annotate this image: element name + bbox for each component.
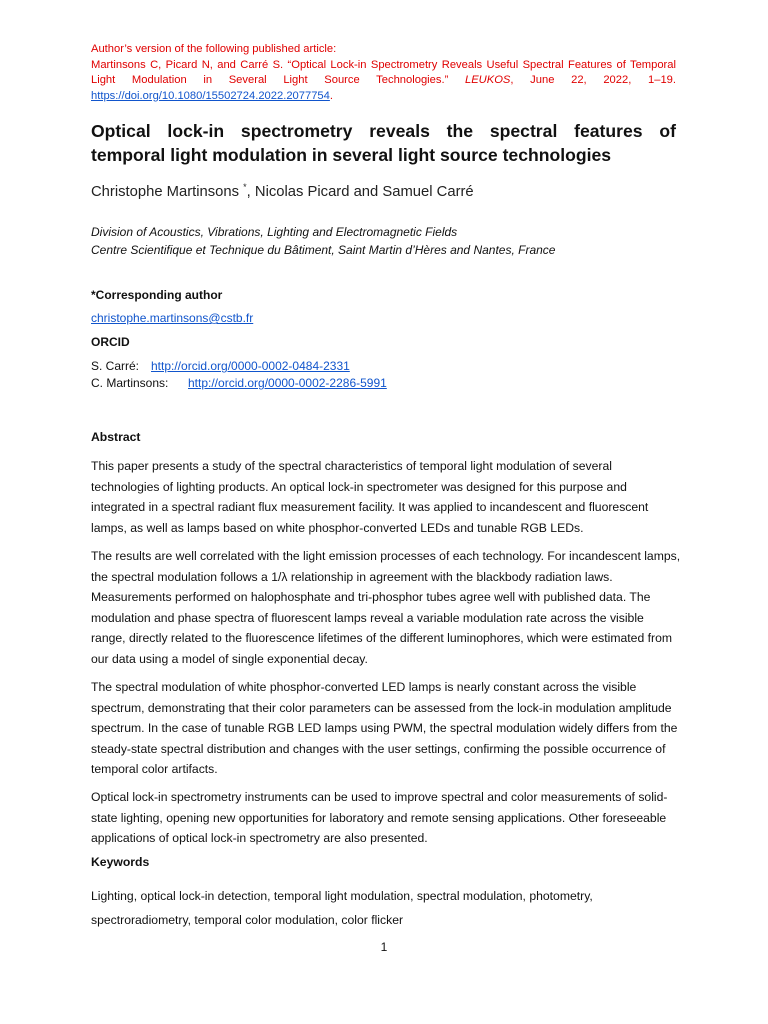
note-doi-line: https://doi.org/10.1080/15502724.2022.2077754. [91, 89, 333, 102]
author-list: Christophe Martinsons *, Nicolas Picard and Samuel Carré [91, 182, 474, 200]
orcid-list [91, 358, 387, 392]
keywords-text: Lighting, optical lock-in detection, temporal light modulation, spectral modulation, photometry, spectroradiometry, temporal color modulation, color flicker [91, 889, 593, 927]
corresponding-marker: * [243, 182, 247, 192]
published-article-note [91, 42, 676, 104]
note-citation-line-2: Light Modulation in Several Light Source Technologies.” LEUKOS, June 22, 2022, 1–19. [91, 74, 676, 86]
email-link[interactable]: christophe.martinsons@cstb.fr [91, 311, 254, 325]
page-number: 1 [380, 940, 388, 954]
abstract-paragraph: Optical lock-in spectrometry instruments can be used to improve spectral and color measurements of solid-state lighting, opening new opportunities for laboratory and remote sensing applications. Other foreseeable applications of optical lock-in spectrometry are also presented. [91, 790, 668, 846]
orcid-entry: C. Martinsons: http://orcid.org/0000-0002-2286-5991 [91, 376, 387, 390]
orcid-link[interactable]: http://orcid.org/0000-0002-2286-5991 [188, 376, 387, 390]
orcid-heading: ORCID [91, 335, 130, 349]
corresponding-heading: *Corresponding author [91, 288, 223, 302]
note-citation-line: Martinsons C, Picard N, and Carré S. “Optical Lock-in Spectrometry Reveals Useful Spectral Features of Temporal [91, 58, 676, 71]
abstract-heading: Abstract [91, 430, 141, 444]
abstract-paragraph: This paper presents a study of the spectral characteristics of temporal light modulation of several technologies of lighting products. An optical lock-in spectrometer was designed for this purpose and integrated in a spectral radiant flux measurement facility. It was applied to incandescent and fluorescent lamps, as well as lamps based on white phosphor-converted LEDs and tunable RGB LEDs. [91, 459, 649, 535]
email-row [91, 310, 253, 327]
abstract-paragraph: The spectral modulation of white phosphor-converted LED lamps is nearly constant across the visible spectrum, demonstrating that their color parameters can be assessed from the lock-in modulation amplitude spectrum. In the case of tunable RGB LED lamps using PWM, the spectral modulation widely differs from the steady-state spectral distribution and changes with the user settings, confirming the possible occurrence of temporal color artifacts. [91, 680, 678, 777]
journal-name: LEUKOS [465, 74, 511, 86]
affiliation: Division of Acoustics, Vibrations, Lighting and Electromagnetic Fields Centre Scientifique et Technique du Bâtiment, Saint Martin d’Hères and Nantes, France [91, 225, 556, 257]
note-intro: Author’s version of the following published article: [91, 43, 337, 55]
paper-title: Optical lock-in spectrometry reveals the spectral features of temporal light modulation in several light source technologies [91, 121, 676, 165]
doi-link[interactable]: https://doi.org/10.1080/15502724.2022.2077754 [91, 89, 330, 102]
orcid-link[interactable]: http://orcid.org/0000-0002-0484-2331 [151, 359, 350, 373]
orcid-entry: S. Carré: http://orcid.org/0000-0002-0484-2331 [91, 359, 350, 373]
abstract-paragraph: The results are well correlated with the light emission processes of each technology. For incandescent lamps, the spectral modulation follows a 1/λ relationship in agreement with the blackbody radiation laws. Measurements performed on halophosphate and tri-phosphor tubes agree well with published data. The modulation and phase spectra of fluorescent lamps reveal a variable modulation rate across the visible range, directly related to the fluorescence lifetimes of the different luminophores, which were estimated from our data using a model of single exponential decay. [91, 549, 681, 666]
keywords-heading: Keywords [91, 855, 150, 869]
